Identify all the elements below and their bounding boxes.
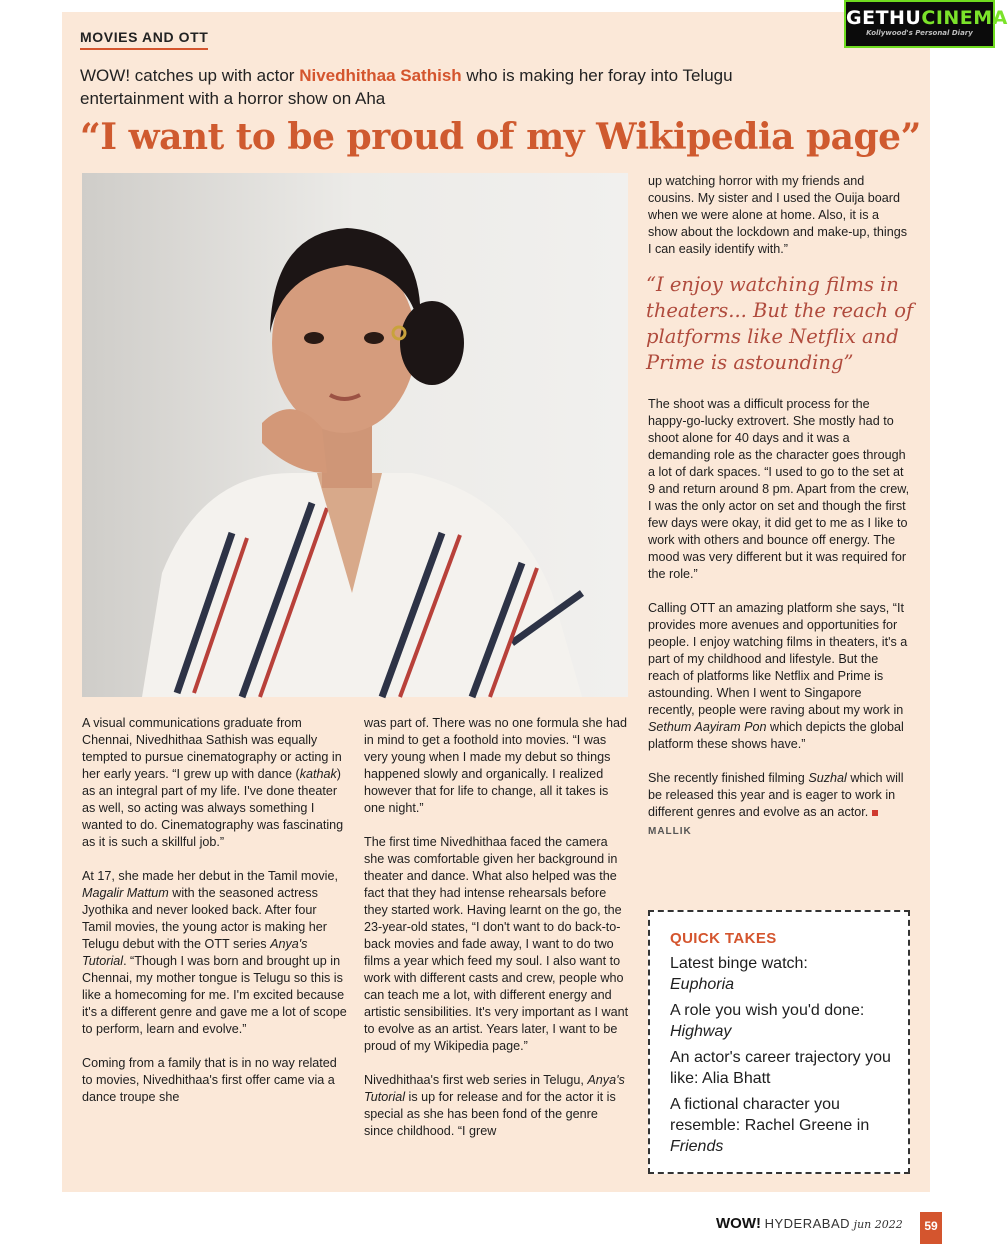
paragraph: The first time Nivedhithaa faced the camera she was comfortable given her background in theater and dance. What also helped was the fact that they had intense rehearsals before they started work. Having learnt on the go, the 23-year-old states, “I don't want to do back-to-back movies and fade away, I want to do two films a year which feed my soul. I also want to work with different casts and crew, people who can teach me a lot, with different energy and artistic sensibilities. It's very important as I want to evolve as an artist. Years later, I want to be proud of my Wikipedia page.” [364, 835, 629, 1053]
section-label: MOVIES AND OTT [80, 28, 208, 50]
paragraph: Nivedhithaa's first web series in Telugu, Anya's Tutorial is up for release and for the actor it is special as she has been fond of the genre since childhood. “I grew [364, 1073, 625, 1138]
page-number: 59 [920, 1212, 942, 1244]
magazine-brand: WOW! [716, 1215, 761, 1232]
actor-name: Nivedhithaa Sathish [299, 66, 462, 85]
quick-take-item: A role you wish you'd done: Highway [670, 1002, 865, 1040]
paragraph: She recently finished filming Suzhal which will be released this year and is eager to work in different genres and evolve as an actor. MALLIK [648, 771, 904, 837]
paragraph: was part of. There was no one formula she had in mind to get a foothold into movies. “I was very young when I made my debut so things happened slowly and organically. I realized however that for life to change, all it takes is one night.” [364, 716, 627, 815]
edition-city: HYDERABAD [764, 1216, 851, 1231]
article-column-1 [82, 715, 348, 1123]
paragraph: Coming from a family that is in no way related to movies, Nivedhithaa's first offer came via a dance troupe she [82, 1056, 337, 1104]
article-column-2 [364, 715, 630, 1157]
headline: “I want to be proud of my Wikipedia page” [80, 116, 921, 158]
quick-takes-title: QUICK TAKES [670, 930, 777, 947]
page-footer [716, 1212, 903, 1237]
quick-takes-box [648, 910, 910, 1174]
article-column-3 [648, 396, 910, 857]
quick-take-item: A fictional character you resemble: Rachel Greene in Friends [670, 1096, 870, 1155]
watermark-logo: GETHUCINEMA Kollywood's Personal Diary [844, 0, 995, 48]
paragraph: Calling OTT an amazing platform she says, “It provides more avenues and opportunities for people. I enjoy watching films in theaters, it's a part of my childhood and lifestyle. But the reach of platforms like Netflix and Prime is astounding. When I went to Singapore recently, people were raving about my work in Sethum Aayiram Pon which depicts the global platform these shows have.” [648, 601, 908, 751]
pull-quote: “I enjoy watching films in theaters... But the reach of platforms like Netflix and Prime is astounding” [646, 273, 914, 374]
byline: MALLIK [648, 808, 881, 837]
quick-take-item: An actor's career trajectory you like: Alia Bhatt [670, 1049, 891, 1087]
article-column-3-top [648, 173, 910, 275]
portrait-photo [82, 173, 628, 697]
issue-date: jun 2022 [853, 1218, 903, 1231]
paragraph: The shoot was a difficult process for the happy-go-lucky extrovert. She mostly had to shoot alone for 40 days and it was a demanding role as the character goes through a lot of dark spaces. “I used to go to the set at 9 and return around 8 pm. Apart from the crew, I was the only actor on set and though the first few days were okay, it did get to me as I like to work with others and bounce off energy. The mood was very different but it was required for the role.” [648, 397, 910, 581]
paragraph: At 17, she made her debut in the Tamil movie, Magalir Mattum with the seasoned actress Jyothika and never looked back. After four Tamil movies, the young actor is making her Telugu debut with the OTT series Anya's Tutorial. “Though I was born and brought up in Chennai, my mother tongue is Telugu so this is like a homecoming for me. I'm excited because it's a different genre and gave me a lot of scope to perform, learn and evolve.” [82, 869, 347, 1036]
paragraph: A visual communications graduate from Chennai, Nivedhithaa Sathish was equally tempted to pursue cinematography or acting in her early years. “I grew up with dance (kathak) as an integral part of my life. I've done theater as well, so acting was always something I wanted to do. Cinematography was fascinating as it is such a skillful job.” [82, 716, 344, 849]
quick-take-item: Latest binge watch: Euphoria [670, 955, 808, 993]
intro-deck: WOW! catches up with actor Nivedhithaa Sathish who is making her foray into Telugu entertainment with a horror show on Aha [80, 66, 733, 108]
paragraph: up watching horror with my friends and cousins. My sister and I used the Ouija board when we were alone at home. Also, it is a show about the lockdown and make-up, things I can easily identify with.” [648, 174, 908, 256]
